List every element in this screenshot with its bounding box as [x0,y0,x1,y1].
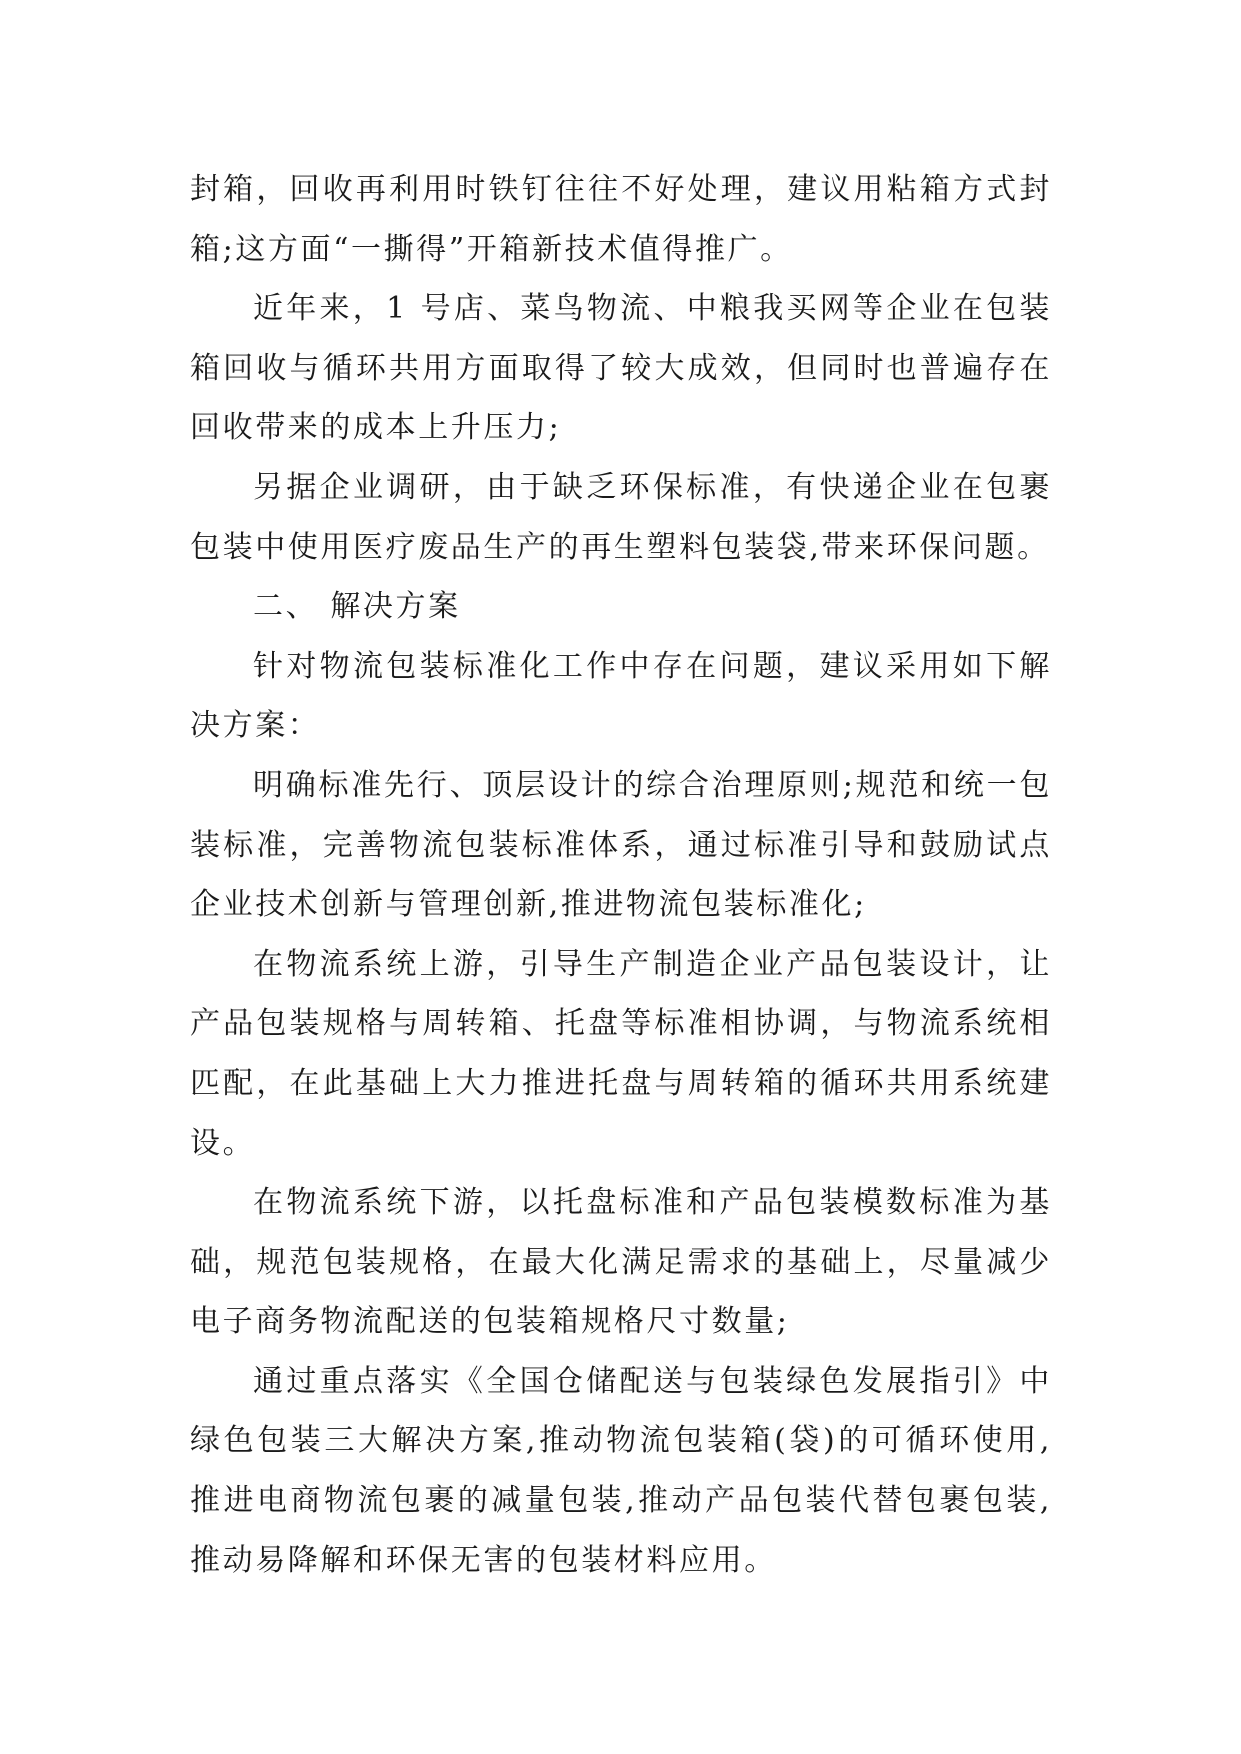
paragraph-continued: 封箱，回收再利用时铁钉往往不好处理，建议用粘箱方式封箱;这方面“一撕得”开箱新技术值得推广。 [190,172,1052,267]
section-heading: 二、 解决方案 [253,589,461,625]
paragraph: 在物流系统上游，引导生产制造企业产品包装设计，让产品包装规格与周转箱、托盘等标准相协调，与物流系统相匹配，在此基础上大力推进托盘与周转箱的循环共用系统建设。 [190,946,1052,1161]
paragraph: 另据企业调研，由于缺乏环保标准，有快递企业在包裹包装中使用医疗废品生产的再生塑料包装袋,带来环保问题。 [190,469,1052,565]
document-body [190,160,1052,1590]
paragraph: 明确标准先行、顶层设计的综合治理原则;规范和统一包装标准，完善物流包装标准体系，通过标准引导和鼓励试点企业技术创新与管理创新,推进物流包装标准化; [190,767,1052,923]
paragraph: 通过重点落实《全国仓储配送与包装绿色发展指引》中绿色包装三大解决方案,推动物流包装箱(袋)的可循环使用,推进电商物流包裹的减量包装,推动产品包装代替包裹包装,推动易降解和环保无害的包装材料应用。 [190,1363,1052,1578]
paragraph: 近年来，1 号店、菜鸟物流、中粮我买网等企业在包装箱回收与循环共用方面取得了较大成效，但同时也普遍存在回收带来的成本上升压力; [190,291,1052,446]
paragraph: 针对物流包装标准化工作中存在问题，建议采用如下解决方案： [190,648,1052,744]
paragraph: 在物流系统下游，以托盘标准和产品包装模数标准为基础，规范包装规格，在最大化满足需求的基础上，尽量减少电子商务物流配送的包装箱规格尺寸数量; [190,1185,1052,1340]
